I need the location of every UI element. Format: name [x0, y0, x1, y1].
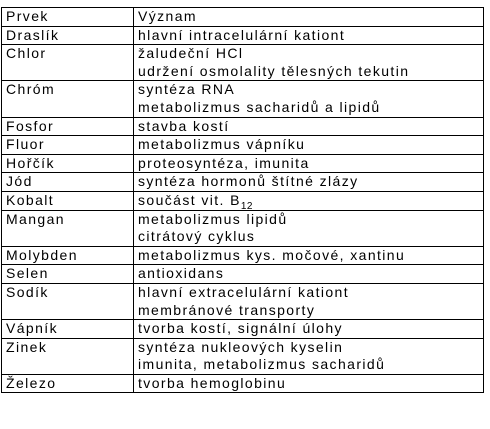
element-name-cell: Molybden — [2, 246, 134, 265]
meaning-cell — [134, 136, 484, 155]
meaning-cell — [134, 154, 484, 173]
element-name-cell: Chróm — [2, 81, 134, 117]
table-row — [2, 283, 484, 319]
meaning-cell — [134, 173, 484, 192]
element-name-cell: Selen — [2, 265, 134, 284]
element-name-cell: Sodík — [2, 283, 134, 319]
meaning-line: hlavní intracelulární kationt — [138, 26, 346, 43]
meaning-cell — [134, 374, 484, 393]
table-row — [2, 265, 484, 284]
element-name-cell: Železo — [2, 374, 134, 393]
element-name-cell: Vápník — [2, 320, 134, 339]
table-row — [2, 136, 484, 155]
meaning-line: syntéza hormonů štítné zlázy — [138, 173, 359, 190]
meaning-line: citrátový cyklus — [138, 228, 256, 245]
meaning-line: metabolizmus sacharidů a lipidů — [138, 98, 381, 115]
vitamin-subscript: 12 — [240, 200, 253, 212]
column-header-element: Prvek — [2, 8, 134, 27]
column-header-meaning: Význam — [134, 8, 484, 27]
meaning-line: tvorba hemoglobinu — [138, 374, 287, 391]
meaning-cell — [134, 191, 484, 210]
meaning-cell — [134, 283, 484, 319]
meaning-line — [138, 192, 479, 210]
element-name-cell: Draslík — [2, 26, 134, 45]
table-row — [2, 154, 484, 173]
table-row — [2, 191, 484, 210]
table-header-row — [2, 8, 484, 27]
meaning-text: součást vit. B — [138, 191, 241, 208]
meaning-cell — [134, 265, 484, 284]
meaning-line: syntéza RNA — [138, 81, 236, 98]
meaning-cell — [134, 45, 484, 81]
table-row — [2, 320, 484, 339]
meaning-cell — [134, 246, 484, 265]
meaning-line: metabolizmus kys. močové, xantinu — [138, 246, 406, 263]
meaning-line: metabolizmus lipidů — [138, 210, 288, 227]
element-name-cell: Zinek — [2, 338, 134, 374]
element-name-cell: Fosfor — [2, 117, 134, 136]
meaning-cell — [134, 26, 484, 45]
meaning-line: syntéza nukleových kyselin — [138, 338, 344, 355]
meaning-cell — [134, 117, 484, 136]
table-row — [2, 246, 484, 265]
table-row — [2, 338, 484, 374]
meaning-line: žaludeční HCl — [138, 45, 244, 62]
element-name-cell: Kobalt — [2, 191, 134, 210]
meaning-line: stavba kostí — [138, 117, 230, 134]
meaning-cell — [134, 338, 484, 374]
table-row — [2, 117, 484, 136]
table-row — [2, 374, 484, 393]
table-row — [2, 26, 484, 45]
meaning-cell — [134, 210, 484, 246]
element-name-cell: Mangan — [2, 210, 134, 246]
meaning-line: hlavní extracelulární kationt — [138, 283, 350, 300]
table-row — [2, 173, 484, 192]
table-body — [2, 26, 484, 393]
meaning-line: proteosyntéza, imunita — [138, 154, 310, 171]
meaning-line: metabolizmus vápníku — [138, 136, 306, 153]
table-row — [2, 81, 484, 117]
elements-table — [1, 7, 484, 393]
meaning-line: antioxidans — [138, 265, 225, 282]
table-row — [2, 45, 484, 81]
element-name-cell: Jód — [2, 173, 134, 192]
element-name-cell: Hořčík — [2, 154, 134, 173]
table-row — [2, 210, 484, 246]
meaning-cell — [134, 81, 484, 117]
meaning-line: udržení osmolality tělesných tekutin — [138, 62, 410, 79]
meaning-line: imunita, metabolizmus sacharidů — [138, 356, 386, 373]
element-name-cell: Chlor — [2, 45, 134, 81]
meaning-line: membránové transporty — [138, 301, 316, 318]
meaning-line: tvorba kostí, signální úlohy — [138, 320, 343, 337]
element-name-cell: Fluor — [2, 136, 134, 155]
meaning-cell — [134, 320, 484, 339]
